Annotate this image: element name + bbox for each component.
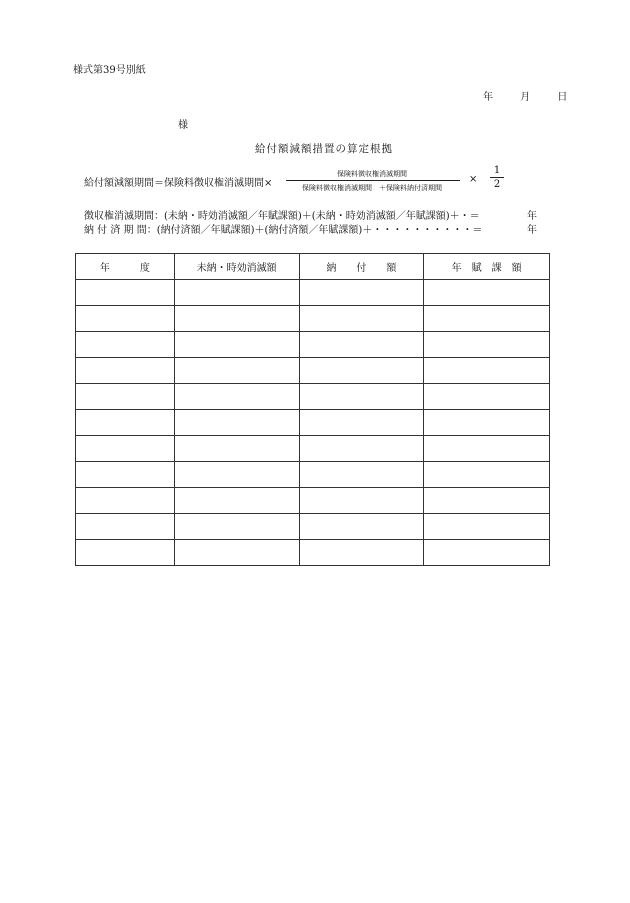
definition-row <box>84 210 544 224</box>
table-cell <box>76 410 175 436</box>
table-cell <box>76 462 175 488</box>
formula-numerator: 保険料徴収権消滅期間 <box>337 170 407 178</box>
table-cell <box>174 540 299 566</box>
definition-unit: 年 <box>527 225 537 236</box>
table-cell <box>76 514 175 540</box>
table-cell <box>76 384 175 410</box>
table-header-row <box>76 254 550 280</box>
fraction-bar <box>286 180 460 181</box>
header-annual-levy: 年 賦 課 額 <box>424 254 550 280</box>
table-cell <box>299 488 424 514</box>
document-title: 給付額減額措置の算定根拠 <box>255 143 393 155</box>
table-cell <box>424 436 550 462</box>
table-cell <box>174 358 299 384</box>
table-row <box>76 332 550 358</box>
table-cell <box>299 280 424 306</box>
table-row <box>76 410 550 436</box>
date-year-label: 年 <box>483 92 493 103</box>
table-row <box>76 514 550 540</box>
table-row <box>76 462 550 488</box>
table-cell <box>299 306 424 332</box>
table-cell <box>424 410 550 436</box>
definition-text: 徴収権消滅期間：(未納・時効消滅額／年賦課額)＋(未納・時効消滅額／年賦課額)＋・＝ <box>84 211 480 222</box>
header-year: 年 度 <box>76 254 175 280</box>
table-cell <box>76 306 175 332</box>
table-cell <box>174 488 299 514</box>
table-cell <box>76 358 175 384</box>
header-paid-amount: 納 付 額 <box>299 254 424 280</box>
definition-unit: 年 <box>527 211 537 222</box>
yearly-amounts-table <box>75 253 550 566</box>
table-row <box>76 306 550 332</box>
table-row <box>76 436 550 462</box>
definition-row <box>84 224 544 238</box>
table-cell <box>424 332 550 358</box>
formula-times: × <box>469 174 478 185</box>
table-cell <box>424 514 550 540</box>
form-number: 様式第39号別紙 <box>73 65 146 76</box>
table-cell <box>76 436 175 462</box>
table-cell <box>299 384 424 410</box>
table-cell <box>299 436 424 462</box>
table-row <box>76 488 550 514</box>
addressee-suffix: 様 <box>178 120 188 131</box>
table-cell <box>299 332 424 358</box>
table-cell <box>299 540 424 566</box>
table-cell <box>76 488 175 514</box>
table-cell <box>174 384 299 410</box>
table-row <box>76 280 550 306</box>
table-cell <box>424 280 550 306</box>
header-unpaid-amount: 未納・時効消滅額 <box>174 254 299 280</box>
period-definitions <box>84 210 544 238</box>
date-line <box>483 88 567 103</box>
formula-half <box>490 165 504 190</box>
table-cell <box>174 514 299 540</box>
table-cell <box>76 540 175 566</box>
formula-denominator: 保険料徴収権消滅期間 ＋保険料納付済期間 <box>302 184 442 192</box>
table-cell <box>299 358 424 384</box>
half-bar <box>490 177 504 178</box>
table-cell <box>76 332 175 358</box>
table-cell <box>299 410 424 436</box>
table-cell <box>299 514 424 540</box>
table-row <box>76 384 550 410</box>
table-row <box>76 540 550 566</box>
table-cell <box>174 332 299 358</box>
table-cell <box>76 280 175 306</box>
table-cell <box>424 540 550 566</box>
table-cell <box>174 462 299 488</box>
table-cell <box>174 306 299 332</box>
table-cell <box>424 462 550 488</box>
table-row <box>76 358 550 384</box>
table-cell <box>174 280 299 306</box>
table-cell <box>174 410 299 436</box>
definition-text: 納 付 済 期 間：(納付済額／年賦課額)＋(納付済額／年賦課額)＋・・・・・・・・・・＝ <box>84 225 483 236</box>
formula-lhs: 給付額減額期間＝保険料徴収権消滅期間× <box>84 178 273 189</box>
table-cell <box>424 488 550 514</box>
table-cell <box>424 358 550 384</box>
half-numerator: 1 <box>493 165 501 176</box>
table-cell <box>299 462 424 488</box>
table-cell <box>424 384 550 410</box>
date-day-label: 日 <box>557 92 568 103</box>
table-cell <box>424 306 550 332</box>
table-cell <box>174 436 299 462</box>
date-month-label: 月 <box>520 92 531 103</box>
half-denominator: 2 <box>493 179 501 190</box>
